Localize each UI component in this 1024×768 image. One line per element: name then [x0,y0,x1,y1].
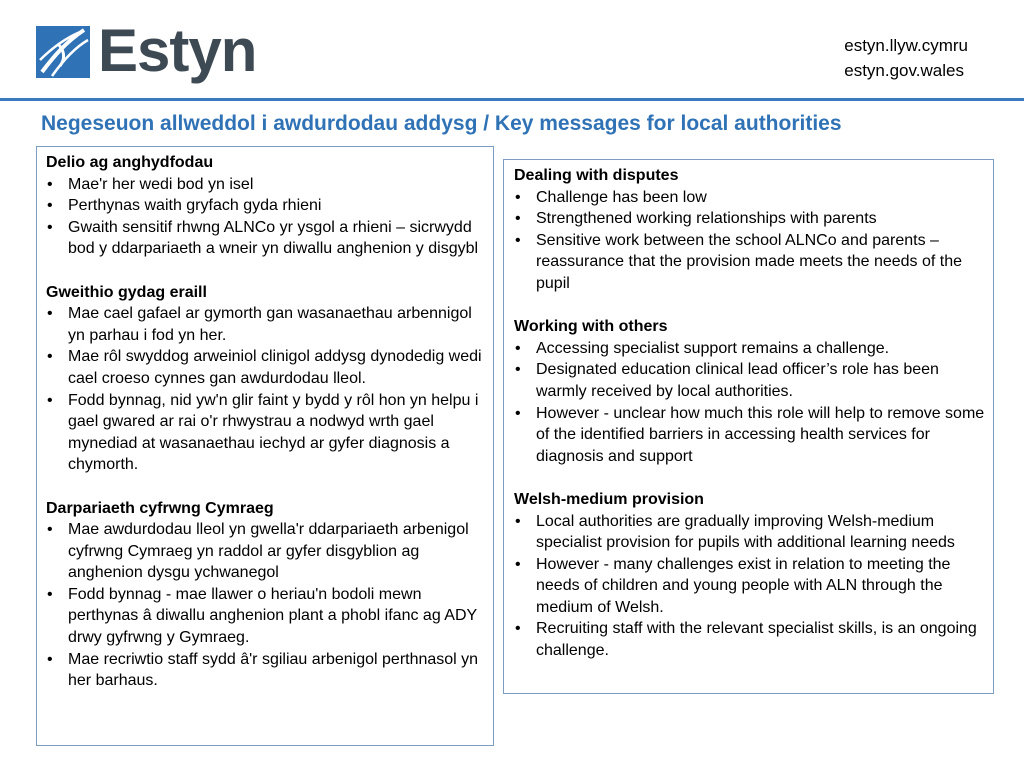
list-item: • Challenge has been low [514,187,985,209]
website-urls [844,33,968,83]
english-section-others [514,316,985,467]
list-item: • Perthynas waith gryfach gyda rhieni [46,195,485,217]
section-title: Delio ag anghydfodau [46,154,214,171]
english-panel [503,159,994,694]
list-item: • However - many challenges exist in relation to meeting the needs of children and young people with ALN through the medium of Welsh. [514,554,985,619]
estyn-logo-text: Estyn [98,17,257,84]
list-item: • Mae recriwtio staff sydd â'r sgiliau arbenigol perthnasol yn her barhaus. [46,649,485,692]
english-section-disputes [514,165,985,295]
list-item: • Mae cael gafael ar gymorth gan wasanaethau arbennigol yn parhau i fod yn her. [46,303,485,346]
list-item: • Local authorities are gradually improving Welsh-medium specialist provision for pupils with additional learning needs [514,511,985,554]
section-title: Dealing with disputes [514,167,679,184]
list-item: • Recruiting staff with the relevant specialist skills, is an ongoing challenge. [514,618,985,661]
welsh-section-provision [46,498,485,692]
welsh-panel [36,146,494,746]
list-item: • Mae'r her wedi bod yn isel [46,174,485,196]
welsh-section-others [46,282,485,476]
list-item: • Accessing specialist support remains a challenge. [514,338,985,360]
list-item: • Sensitive work between the school ALNCo and parents – reassurance that the provision made meets the needs of the pupil [514,230,985,295]
page-title: Negeseuon allweddol i awdurdodau addysg / Key messages for local authorities [41,112,842,135]
list-item: • However - unclear how much this role will help to remove some of the identified barriers in accessing health services for diagnosis and support [514,403,985,468]
section-title: Working with others [514,318,668,336]
english-section-provision [514,489,985,662]
section-title: Darpariaeth cyfrwng Cymraeg [46,499,274,517]
list-item: • Strengthened working relationships with parents [514,208,985,230]
url-english[interactable]: estyn.gov.wales [844,61,964,80]
welsh-section-disputes [46,152,485,260]
section-title: Welsh-medium provision [514,490,704,508]
header-divider [0,98,1024,101]
estyn-logo-mark-icon [36,26,90,78]
section-title: Gweithio gydag eraill [46,283,207,301]
list-item: • Designated education clinical lead officer’s role has been warmly received by local authorities. [514,359,985,402]
url-welsh[interactable]: estyn.llyw.cymru [844,36,968,55]
list-item: • Fodd bynnag - mae llawer o heriau'n bodoli mewn perthynas â diwallu anghenion plant a phobl ifanc ag ADY drwy gyfrwng y Gymraeg. [46,584,485,649]
list-item: • Mae awdurdodau lleol yn gwella'r ddarpariaeth arbenigol cyfrwng Cymraeg yn raddol ar gyfer disgyblion ag anghenion dysgu ychwanegol [46,519,485,584]
list-item: • Gwaith sensitif rhwng ALNCo yr ysgol a rhieni – sicrwydd bod y ddarpariaeth a wneir yn diwallu anghenion y disgybl [46,217,485,260]
list-item: • Mae rôl swyddog arweiniol clinigol addysg dynodedig wedi cael croeso cynnes gan awdurdodau lleol. [46,346,485,389]
list-item: • Fodd bynnag, nid yw'n glir faint y bydd y rôl hon yn helpu i gael gwared ar rai o'r rhwystrau a nodwyd wrth gael mynediad at wasanaethau iechyd ar gyfer diagnosis a chymorth. [46,390,485,476]
